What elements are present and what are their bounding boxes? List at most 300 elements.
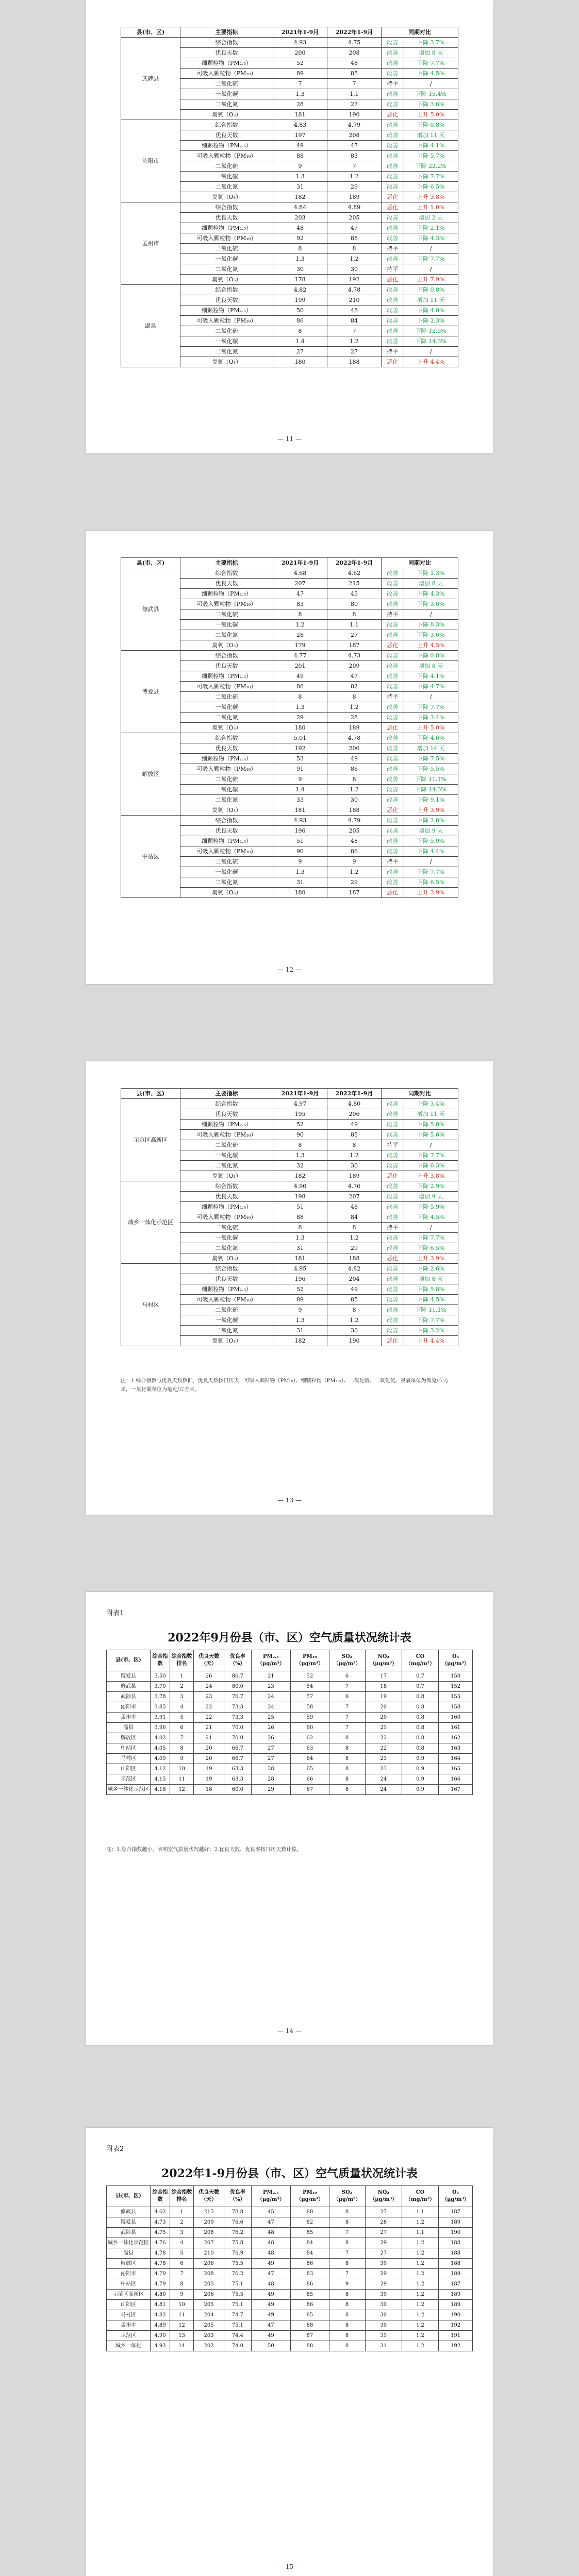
indicator-name: 二氧化氮	[180, 877, 273, 888]
indicator-name: 综合指数	[180, 816, 273, 826]
value-2021: 8	[273, 609, 327, 620]
value-2021: 4.82	[273, 285, 327, 295]
table-cell: 52	[291, 1671, 329, 1682]
table-cell: 8	[329, 1743, 365, 1754]
table-cell: 城乡一体化	[107, 2341, 151, 2351]
table-cell: 45	[251, 2207, 290, 2217]
table-cell: 75.5	[224, 2290, 252, 2300]
trend-change: 下降 3.6%	[404, 599, 458, 609]
value-2021: 8	[273, 1223, 327, 1233]
value-2022: 8	[327, 692, 382, 702]
value-2021: 51	[273, 836, 327, 846]
trend-change: 下降 6.3%	[404, 1161, 458, 1171]
indicator-name: 一氧化碳	[180, 1150, 273, 1161]
trend-change: 下降 7.7%	[404, 172, 458, 182]
value-2021: 4.93	[273, 38, 327, 48]
table-cell: 49	[251, 2331, 290, 2341]
table-cell: 1.2	[402, 2259, 438, 2269]
indicator-name: 二氧化硫	[180, 1140, 273, 1150]
trend-change: /	[404, 264, 458, 275]
trend-status: 改善	[382, 233, 404, 244]
trend-change: 下降 11.1%	[404, 774, 458, 785]
table-note: 注：1.综合指数与优良天数数据，优良天数按日历天，可吸入颗粒物（PM₁₀）、细颗粒物（PM₂.₅）、二氧化硫、二氧化氮、臭氧单位为微克/立方米，一氧化碳单位为毫克/立方米。	[121, 1378, 449, 1393]
table-row	[121, 1181, 458, 1192]
table-row	[121, 816, 458, 826]
table-cell: 20	[194, 1743, 224, 1754]
table-cell: 208	[194, 2228, 224, 2238]
column-header: NO₂（μg/m³）	[365, 2186, 402, 2207]
column-header: O₃（μg/m³）	[439, 2186, 473, 2207]
table-cell: 1.2	[402, 2238, 438, 2248]
indicator-name: 二氧化氮	[180, 1161, 273, 1171]
table-cell: 202	[194, 2341, 224, 2351]
value-2022: 28	[327, 713, 382, 723]
trend-status: 改善	[382, 1150, 404, 1161]
table-cell: 30	[365, 2290, 402, 2300]
trend-change: 增加 8 天	[404, 579, 458, 589]
value-2022: 47	[327, 671, 382, 682]
table-cell: 8	[329, 1785, 365, 1795]
trend-status: 改善	[382, 764, 404, 774]
table-cell: 188	[439, 2259, 473, 2269]
value-2022: 84	[327, 1212, 382, 1223]
trend-change: /	[404, 347, 458, 357]
value-2022: 49	[327, 1284, 382, 1295]
trend-status: 改善	[382, 1212, 404, 1223]
value-2022: 30	[327, 1161, 382, 1171]
trend-change: 上升 1.0%	[404, 202, 458, 213]
value-2022: 4.73	[327, 651, 382, 661]
table-cell: 49	[251, 2310, 290, 2320]
table-cell: 85	[291, 2228, 329, 2238]
column-header: 主要指标	[180, 558, 273, 568]
trend-status: 持平	[382, 264, 404, 275]
trend-status: 恶化	[382, 640, 404, 651]
trend-change: 上升 4.5%	[404, 640, 458, 651]
value-2022: 1.2	[327, 702, 382, 713]
trend-status: 持平	[382, 1223, 404, 1233]
table-cell: 1.2	[402, 2269, 438, 2279]
county-name: 温县	[121, 285, 180, 367]
table-cell: 1.2	[402, 2320, 438, 2331]
table-cell: 6	[329, 1692, 365, 1702]
table-row	[107, 1713, 473, 1723]
trend-change: 下降 4.3%	[404, 589, 458, 599]
trend-change: 下降 5.9%	[404, 836, 458, 846]
table-cell: 4.62	[151, 2207, 170, 2217]
value-2022: 4.62	[327, 568, 382, 579]
table-cell: 8	[329, 2207, 365, 2217]
value-2021: 180	[273, 888, 327, 898]
table-cell: 152	[439, 1682, 473, 1692]
table-cell: 27	[365, 2248, 402, 2259]
trend-status: 改善	[382, 326, 404, 336]
trend-status: 恶化	[382, 192, 404, 202]
value-2022: 48	[327, 306, 382, 316]
table-row	[107, 1754, 473, 1764]
indicator-name: 臭氧（O₃）	[180, 1253, 273, 1264]
column-header: 2021年1-9月	[273, 558, 327, 568]
indicator-name: 细颗粒物（PM₂.₅）	[180, 1284, 273, 1295]
value-2021: 49	[273, 141, 327, 151]
table-row	[107, 1733, 473, 1743]
table-cell: 修武县	[107, 1682, 151, 1692]
value-2022: 7	[327, 79, 382, 89]
column-header: 县(市、区)	[107, 1650, 151, 1671]
value-2021: 91	[273, 764, 327, 774]
county-name: 城乡一体化示范区	[121, 1181, 180, 1264]
indicator-name: 二氧化硫	[180, 774, 273, 785]
trend-status: 改善	[382, 733, 404, 743]
indicator-name: 优良天数	[180, 661, 273, 671]
value-2021: 89	[273, 69, 327, 79]
trend-change: 下降 2.8%	[404, 816, 458, 826]
indicator-name: 一氧化碳	[180, 254, 273, 264]
trend-status: 改善	[382, 774, 404, 785]
table-cell: 10	[170, 2300, 193, 2310]
trend-status: 改善	[382, 1295, 404, 1305]
table-cell: 2	[170, 1682, 193, 1692]
trend-status: 改善	[382, 589, 404, 599]
column-header: SO₂（μg/m³）	[329, 1650, 365, 1671]
table-cell: 86.7	[224, 1671, 252, 1682]
trend-status: 改善	[382, 1264, 404, 1274]
value-2021: 31	[273, 1243, 327, 1253]
trend-status: 恶化	[382, 110, 404, 120]
trend-change: 下降 4.5%	[404, 69, 458, 79]
table-cell: 21	[194, 1723, 224, 1733]
table-row	[107, 1702, 473, 1713]
trend-status: 恶化	[382, 1336, 404, 1346]
table-cell: 8	[329, 2310, 365, 2320]
indicator-name: 二氧化硫	[180, 609, 273, 620]
value-2022: 45	[327, 589, 382, 599]
county-comparison-table	[121, 27, 458, 367]
trend-change: 下降 5.8%	[404, 1120, 458, 1130]
value-2022: 49	[327, 1120, 382, 1130]
table-cell: 190	[439, 2310, 473, 2320]
trend-status: 改善	[382, 816, 404, 826]
value-2021: 52	[273, 1120, 327, 1130]
county-name: 博爱县	[121, 651, 180, 733]
indicator-name: 二氧化硫	[180, 79, 273, 89]
trend-status: 改善	[382, 846, 404, 857]
column-header: NO₂（μg/m³）	[365, 1650, 402, 1671]
indicator-name: 优良天数	[180, 48, 273, 58]
value-2021: 181	[273, 805, 327, 816]
value-2021: 88	[273, 1212, 327, 1223]
table-row	[121, 38, 458, 48]
table-cell: 0.7	[402, 1682, 438, 1692]
trend-status: 改善	[382, 69, 404, 79]
trend-change: 下降 22.2%	[404, 161, 458, 172]
table-cell: 马村区	[107, 1754, 151, 1764]
trend-change: 增加 8 天	[404, 1274, 458, 1284]
table-cell: 75.1	[224, 2320, 252, 2331]
column-header: PM₁₀（μg/m³）	[291, 1650, 329, 1671]
table-cell: 4.79	[151, 2279, 170, 2290]
table-cell: 4.75	[151, 2228, 170, 2238]
trend-change: 下降 6.5%	[404, 182, 458, 192]
table-cell: 210	[194, 2248, 224, 2259]
trend-status: 改善	[382, 306, 404, 316]
value-2021: 29	[273, 713, 327, 723]
trend-status: 改善	[382, 336, 404, 347]
trend-change: 下降 7.7%	[404, 1233, 458, 1243]
table-cell: 83	[291, 2269, 329, 2279]
value-2021: 1.3	[273, 702, 327, 713]
header-row	[107, 2186, 473, 2207]
value-2022: 88	[327, 233, 382, 244]
column-header: 优良率（%）	[224, 1650, 252, 1671]
county-name: 武陟县	[121, 38, 180, 120]
table-cell: 30	[365, 2310, 402, 2320]
trend-change: 下降 4.5%	[404, 1212, 458, 1223]
indicator-name: 优良天数	[180, 826, 273, 836]
trend-change: 下降 11.1%	[404, 1305, 458, 1315]
table-cell: 示范区	[107, 2331, 151, 2341]
trend-change: 下降 4.0%	[404, 306, 458, 316]
indicator-name: 臭氧（O₃）	[180, 805, 273, 816]
table-cell: 57	[291, 1692, 329, 1702]
value-2021: 4.84	[273, 202, 327, 213]
table-cell: 4	[170, 1702, 193, 1713]
table-cell: 7	[329, 2269, 365, 2279]
trend-change: /	[404, 1140, 458, 1150]
table-cell: 中站区	[107, 1743, 151, 1754]
trend-change: 上升 5.0%	[404, 110, 458, 120]
table-cell: 29	[365, 2238, 402, 2248]
trend-status: 改善	[382, 120, 404, 130]
indicator-name: 二氧化硫	[180, 161, 273, 172]
value-2022: 4.79	[327, 816, 382, 826]
county-name: 沁阳市	[121, 120, 180, 202]
table-cell: 60.0	[224, 1785, 252, 1795]
table-cell: 29	[365, 2269, 402, 2279]
value-2022: 207	[327, 1192, 382, 1202]
value-2021: 90	[273, 1130, 327, 1140]
indicator-name: 一氧化碳	[180, 172, 273, 182]
table-cell: 192	[439, 2320, 473, 2331]
table-row	[107, 1764, 473, 1774]
table-cell: 66.7	[224, 1754, 252, 1764]
trend-status: 改善	[382, 1192, 404, 1202]
value-2021: 198	[273, 1192, 327, 1202]
value-2021: 4.97	[273, 1099, 327, 1109]
table-cell: 21	[194, 1733, 224, 1743]
trend-status: 持平	[382, 857, 404, 867]
table-cell: 7	[329, 1702, 365, 1713]
value-2022: 205	[327, 826, 382, 836]
header-row	[121, 1089, 458, 1099]
table-row	[107, 2320, 473, 2331]
value-2021: 47	[273, 589, 327, 599]
table-cell: 215	[194, 2207, 224, 2217]
indicator-name: 一氧化碳	[180, 1315, 273, 1326]
trend-status: 改善	[382, 630, 404, 640]
table-cell: 6	[329, 1671, 365, 1682]
trend-change: 下降 5.7%	[404, 151, 458, 161]
indicator-name: 可吸入颗粒物（PM₁₀）	[180, 233, 273, 244]
value-2022: 1.2	[327, 172, 382, 182]
value-2022: 48	[327, 1202, 382, 1212]
table-cell: 孟州市	[107, 1713, 151, 1723]
trend-status: 改善	[382, 1243, 404, 1253]
trend-change: 下降 0.8%	[404, 120, 458, 130]
value-2022: 29	[327, 877, 382, 888]
trend-status: 改善	[382, 1233, 404, 1243]
page-number: — 15 —	[277, 2563, 302, 2570]
value-2022: 1.2	[327, 785, 382, 795]
value-2021: 83	[273, 599, 327, 609]
trend-status: 改善	[382, 579, 404, 589]
page-1	[86, 0, 493, 453]
table-cell: 马村区	[107, 2310, 151, 2320]
table-cell: 48	[251, 2238, 290, 2248]
value-2022: 8	[327, 1140, 382, 1150]
value-2021: 207	[273, 579, 327, 589]
table-row	[107, 2238, 473, 2248]
value-2021: 180	[273, 357, 327, 367]
trend-status: 恶化	[382, 202, 404, 213]
value-2021: 4.90	[273, 1181, 327, 1192]
column-header: PM₂.₅（μg/m³）	[251, 1650, 290, 1671]
table-row	[121, 1264, 458, 1274]
trend-status: 改善	[382, 172, 404, 182]
table-row	[107, 1723, 473, 1733]
table-cell: 20	[194, 1754, 224, 1764]
trend-change: 下降 2.3%	[404, 316, 458, 326]
table-cell: 9	[170, 2290, 193, 2300]
value-2021: 178	[273, 275, 327, 285]
indicator-name: 二氧化硫	[180, 692, 273, 702]
table-cell: 23	[194, 1692, 224, 1702]
table-cell: 1	[170, 1671, 193, 1682]
trend-status: 改善	[382, 568, 404, 579]
table-cell: 11	[170, 1774, 193, 1785]
value-2021: 89	[273, 1295, 327, 1305]
page-3	[86, 1061, 493, 1515]
table-cell: 24	[251, 1702, 290, 1713]
indicator-name: 综合指数	[180, 285, 273, 295]
trend-change: 增加 9 天	[404, 1192, 458, 1202]
table-cell: 205	[194, 2279, 224, 2290]
value-2021: 50	[273, 306, 327, 316]
trend-status: 改善	[382, 99, 404, 110]
value-2021: 8	[273, 692, 327, 702]
table-cell: 4.73	[151, 2217, 170, 2228]
indicator-name: 可吸入颗粒物（PM₁₀）	[180, 1212, 273, 1223]
value-2022: 4.89	[327, 202, 382, 213]
table-cell: 0.9	[402, 1785, 438, 1795]
value-2021: 4.68	[273, 568, 327, 579]
trend-change: 上升 5.0%	[404, 723, 458, 733]
indicator-name: 细颗粒物（PM₂.₅）	[180, 141, 273, 151]
table-cell: 18	[194, 1785, 224, 1795]
table-cell: 162	[439, 1733, 473, 1743]
table-cell: 65	[291, 1764, 329, 1774]
value-2021: 31	[273, 182, 327, 192]
indicator-name: 可吸入颗粒物（PM₁₀）	[180, 764, 273, 774]
table-cell: 山阳区	[107, 1764, 151, 1774]
trend-change: /	[404, 609, 458, 620]
table-cell: 7	[170, 1733, 193, 1743]
table-cell: 13	[170, 2331, 193, 2341]
county-name: 解放区	[121, 733, 180, 816]
value-2022: 82	[327, 682, 382, 692]
value-2021: 192	[273, 743, 327, 754]
table-cell: 88	[291, 2341, 329, 2351]
column-header: CO（mg/m³）	[402, 1650, 438, 1671]
table-cell: 62	[291, 1733, 329, 1743]
trend-status: 恶化	[382, 805, 404, 816]
value-2022: 1.2	[327, 336, 382, 347]
table-cell: 78.8	[224, 2207, 252, 2217]
table-cell: 修武县	[107, 2207, 151, 2217]
value-2022: 83	[327, 151, 382, 161]
table-cell: 1.2	[402, 2331, 438, 2341]
indicator-name: 一氧化碳	[180, 785, 273, 795]
indicator-name: 可吸入颗粒物（PM₁₀）	[180, 846, 273, 857]
value-2022: 8	[327, 609, 382, 620]
table-cell: 165	[439, 1764, 473, 1774]
value-2022: 8	[327, 1305, 382, 1315]
table-row	[107, 1785, 473, 1795]
table-cell: 3.50	[151, 1671, 170, 1682]
indicator-name: 二氧化硫	[180, 857, 273, 867]
ytd-stats-table	[106, 2185, 473, 2351]
trend-status: 改善	[382, 743, 404, 754]
indicator-name: 可吸入颗粒物（PM₁₀）	[180, 151, 273, 161]
trend-status: 改善	[382, 58, 404, 69]
value-2022: 4.80	[327, 1099, 382, 1109]
table-cell: 23	[251, 1682, 290, 1692]
column-header: PM₁₀（μg/m³）	[291, 2186, 329, 2207]
column-header: 2021年1-9月	[273, 1089, 327, 1099]
trend-change: 下降 0.8%	[404, 651, 458, 661]
table-cell: 8	[329, 2217, 365, 2228]
value-2022: 189	[327, 1171, 382, 1181]
value-2021: 181	[273, 110, 327, 120]
table-cell: 8	[329, 2259, 365, 2269]
trend-status: 持平	[382, 244, 404, 254]
table-cell: 1.2	[402, 2248, 438, 2259]
value-2022: 209	[327, 661, 382, 671]
value-2021: 31	[273, 877, 327, 888]
table-cell: 76.6	[224, 2217, 252, 2228]
value-2022: 205	[327, 213, 382, 223]
trend-change: 上升 4.4%	[404, 357, 458, 367]
indicator-name: 细颗粒物（PM₂.₅）	[180, 58, 273, 69]
table-title: 2022年1-9月份县（市、区）空气质量状况统计表	[161, 2167, 418, 2180]
trend-status: 改善	[382, 1130, 404, 1140]
value-2022: 80	[327, 599, 382, 609]
value-2021: 9	[273, 1305, 327, 1315]
table-cell: 博爱县	[107, 2217, 151, 2228]
table-cell: 1	[170, 2207, 193, 2217]
table-cell: 8	[170, 1743, 193, 1754]
value-2021: 4.83	[273, 120, 327, 130]
table-cell: 4.12	[151, 1764, 170, 1774]
indicator-name: 综合指数	[180, 120, 273, 130]
value-2022: 4.82	[327, 1264, 382, 1274]
column-header: 主要指标	[180, 27, 273, 38]
table-cell: 1.2	[402, 2341, 438, 2351]
table-cell: 17	[365, 1671, 402, 1682]
indicator-name: 臭氧（O₃）	[180, 640, 273, 651]
table-cell: 4.93	[151, 2341, 170, 2351]
table-cell: 205	[194, 2300, 224, 2310]
